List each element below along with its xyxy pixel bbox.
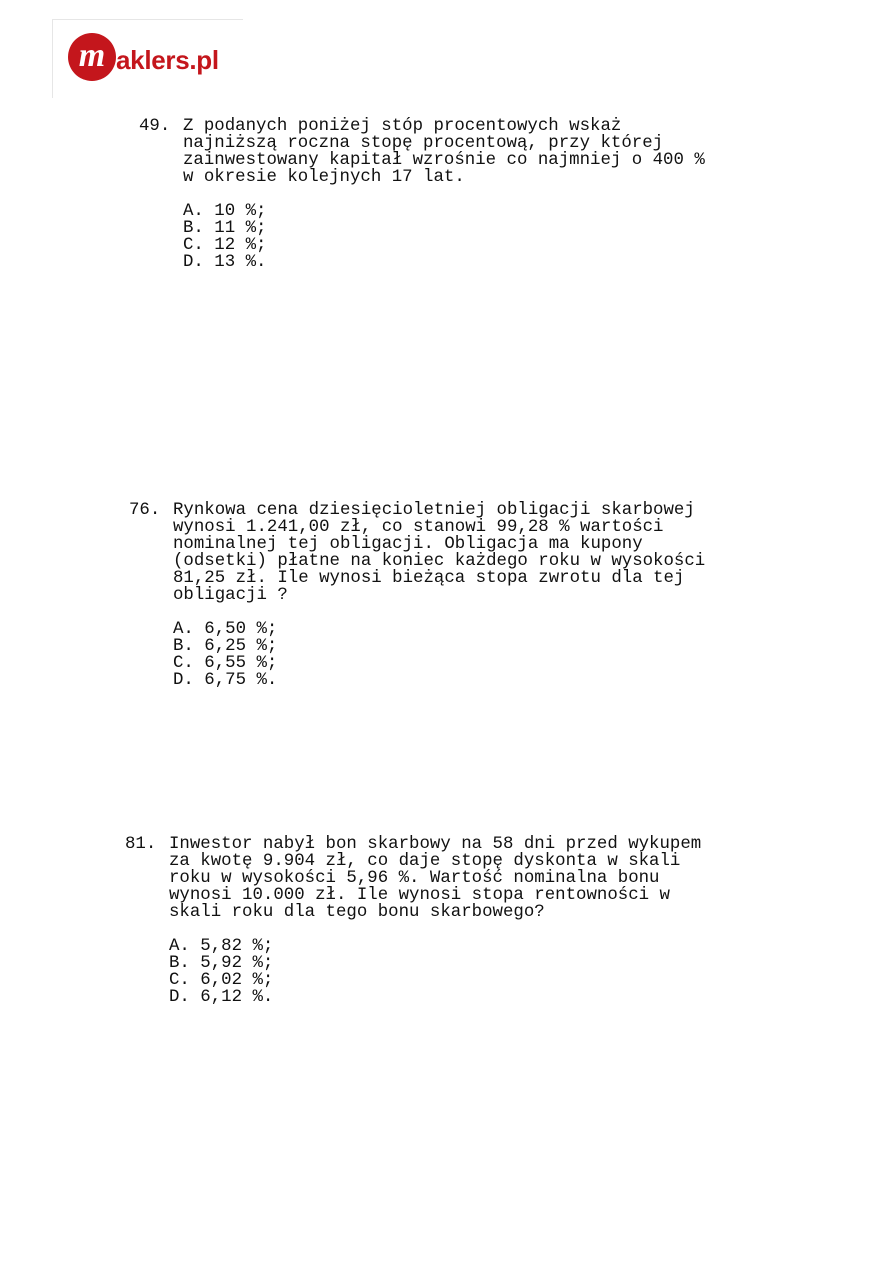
answer-option-d: D. 6,12 %.	[169, 988, 274, 1007]
answer-option-d: D. 6,75 %.	[173, 671, 278, 690]
logo-badge-icon	[67, 32, 117, 82]
question-line: 81,25 zł. Ile wynosi bieżąca stopa zwrotu dla tej	[173, 569, 685, 588]
answer-list	[169, 938, 729, 1006]
answer-option-b: B. 11 %;	[183, 219, 267, 238]
answer-option-a: A. 5,82 %;	[169, 937, 274, 956]
question-line: wynosi 10.000 zł. Ile wynosi stopa rentowności w	[169, 886, 670, 905]
question-line: w okresie kolejnych 17 lat.	[183, 168, 465, 187]
answer-option-c: C. 6,02 %;	[169, 971, 274, 990]
question-number: 81.	[125, 835, 157, 854]
question-number: 49.	[139, 117, 171, 136]
question-number: 76.	[129, 501, 161, 520]
question-line: nominalnej tej obligacji. Obligacja ma kupony	[173, 535, 643, 554]
question-text	[173, 502, 733, 604]
answer-option-a: A. 10 %;	[183, 202, 267, 221]
question-line: zainwestowany kapitał wzrośnie co najmniej o 400 %	[183, 151, 705, 170]
question-76	[129, 502, 733, 689]
logo-badge-letter: m	[78, 37, 106, 74]
question-line: Z podanych poniżej stóp procentowych wskaż	[183, 117, 622, 136]
logo-text: aklers.pl	[116, 45, 219, 75]
answer-option-a: A. 6,50 %;	[173, 620, 278, 639]
answer-option-b: B. 6,25 %;	[173, 637, 278, 656]
question-line: roku w wysokości 5,96 %. Wartość nominalna bonu	[169, 869, 660, 888]
question-line: Rynkowa cena dziesięcioletniej obligacji skarbowej	[173, 501, 695, 520]
question-line: Inwestor nabył bon skarbowy na 58 dni przed wykupem	[169, 835, 702, 854]
answer-option-c: C. 12 %;	[183, 236, 267, 255]
answer-list	[183, 203, 743, 271]
question-49	[139, 118, 743, 271]
question-line: za kwotę 9.904 zł, co daje stopę dyskonta w skali	[169, 852, 681, 871]
question-text	[169, 836, 729, 921]
question-text	[183, 118, 743, 186]
question-line: (odsetki) płatne na koniec każdego roku w wysokości	[173, 552, 706, 571]
question-line: najniższą roczna stopę procentową, przy której	[183, 134, 664, 153]
answer-list	[173, 621, 733, 689]
question-81	[125, 836, 729, 1006]
site-logo[interactable]	[67, 29, 219, 85]
question-line: skali roku dla tego bonu skarbowego?	[169, 903, 545, 922]
question-line: obligacji ?	[173, 586, 288, 605]
question-line: wynosi 1.241,00 zł, co stanowi 99,28 % wartości	[173, 518, 664, 537]
answer-option-c: C. 6,55 %;	[173, 654, 278, 673]
answer-option-b: B. 5,92 %;	[169, 954, 274, 973]
answer-option-d: D. 13 %.	[183, 253, 267, 272]
